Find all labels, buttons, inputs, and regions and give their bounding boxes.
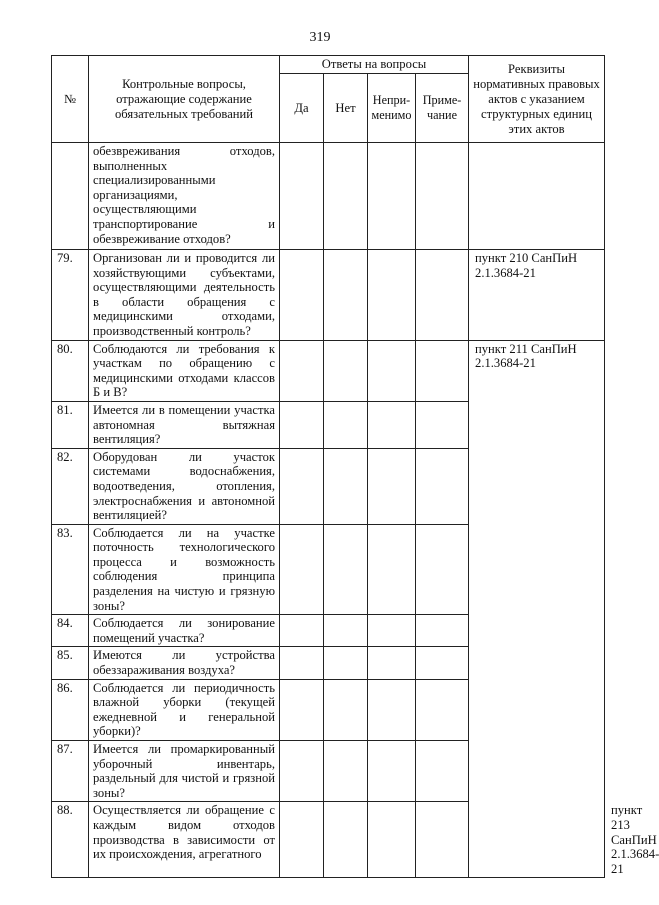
table-row <box>52 340 605 401</box>
answer-yes-cell[interactable] <box>280 741 324 802</box>
header-note: Приме- чание <box>416 74 469 143</box>
answer-not-applicable-cell[interactable] <box>368 524 416 615</box>
answer-not-applicable-cell[interactable] <box>368 679 416 740</box>
answer-not-applicable-cell[interactable] <box>368 143 416 250</box>
row-number <box>52 143 89 250</box>
header-no: Нет <box>324 74 368 143</box>
row-question: Организован ли и проводится ли хозяйствующими субъектами, осуществляющими деятельность в области обращения с медицинскими отходами, производственный контроль? <box>89 250 280 341</box>
answer-yes-cell[interactable] <box>280 448 324 524</box>
answer-no-cell[interactable] <box>324 802 368 878</box>
answer-note-cell[interactable] <box>416 647 469 679</box>
answer-note-cell[interactable] <box>416 340 469 401</box>
answer-not-applicable-cell[interactable] <box>368 401 416 448</box>
answer-not-applicable-cell[interactable] <box>368 448 416 524</box>
header-yes: Да <box>280 74 324 143</box>
row-question: Соблюдается ли зонирование помещений участка? <box>89 615 280 647</box>
answer-no-cell[interactable] <box>324 401 368 448</box>
answer-note-cell[interactable] <box>416 679 469 740</box>
answer-note-cell[interactable] <box>416 401 469 448</box>
answer-yes-cell[interactable] <box>280 250 324 341</box>
answer-yes-cell[interactable] <box>280 401 324 448</box>
answer-not-applicable-cell[interactable] <box>368 250 416 341</box>
answer-yes-cell[interactable] <box>280 340 324 401</box>
answer-yes-cell[interactable] <box>280 615 324 647</box>
table-row: 88. Осуществляется ли обращение с каждым видом отходов производства в зависимости от их происхождения, агрегатного пункт 213 СанПиН 2.1.3684-21 <box>52 802 605 878</box>
answer-no-cell[interactable] <box>324 250 368 341</box>
answer-no-cell[interactable] <box>324 647 368 679</box>
answer-not-applicable-cell[interactable] <box>368 615 416 647</box>
row-number: 80. <box>52 340 89 401</box>
answer-not-applicable-cell[interactable] <box>368 802 416 878</box>
answer-note-cell[interactable] <box>416 448 469 524</box>
page-number: 319 <box>309 30 331 45</box>
answer-note-cell[interactable] <box>416 802 469 878</box>
answer-no-cell[interactable] <box>324 679 368 740</box>
answer-yes-cell[interactable] <box>280 524 324 615</box>
answer-no-cell[interactable] <box>324 741 368 802</box>
row-question: Имеются ли устройства обеззараживания воздуха? <box>89 647 280 679</box>
answer-not-applicable-cell[interactable] <box>368 741 416 802</box>
answer-yes-cell[interactable] <box>280 647 324 679</box>
answer-note-cell[interactable] <box>416 524 469 615</box>
row-number: 84. <box>52 615 89 647</box>
row-question: Имеется ли в помещении участка автономная вытяжная вентиляция? <box>89 401 280 448</box>
header-answers-group: Ответы на вопросы <box>280 56 469 74</box>
row-number: 79. <box>52 250 89 341</box>
answer-note-cell[interactable] <box>416 615 469 647</box>
row-question: Соблюдается ли периодичность влажной уборки (текущей ежедневной и генеральной уборки)? <box>89 679 280 740</box>
row-question: Имеется ли промаркированный уборочный инвентарь, раздельный для чистой и грязной зоны? <box>89 741 280 802</box>
row-question: Осуществляется ли обращение с каждым видом отходов производства в зависимости от их происхождения, агрегатного <box>89 802 280 878</box>
row-question: обезвреживания отходов, выполненных специализированными организациями, осуществляющими транспортирование и обезвреживание отходов? <box>89 143 280 250</box>
header-not-applicable: Непри- менимо <box>368 74 416 143</box>
row-question: Соблюдаются ли требования к участкам по обращению с медицинскими отходами классов Б и В? <box>89 340 280 401</box>
answer-no-cell[interactable] <box>324 615 368 647</box>
answer-not-applicable-cell[interactable] <box>368 340 416 401</box>
answer-no-cell[interactable] <box>324 143 368 250</box>
row-question: Оборудован ли участок системами водоснабжения, водоотведения, отопления, электроснабжения и автономной вентиляцией? <box>89 448 280 524</box>
row-question: Соблюдается ли на участке поточность технологического процесса и возможность соблюдения принципа разделения на чистую и грязную зоны? <box>89 524 280 615</box>
answer-no-cell[interactable] <box>324 340 368 401</box>
answer-note-cell[interactable] <box>416 143 469 250</box>
answer-note-cell[interactable] <box>416 250 469 341</box>
row-number: 86. <box>52 679 89 740</box>
table-row <box>52 143 605 250</box>
table-row <box>52 250 605 341</box>
answer-not-applicable-cell[interactable] <box>368 647 416 679</box>
answer-yes-cell[interactable] <box>280 802 324 878</box>
requirements-table <box>51 55 659 878</box>
answer-yes-cell[interactable] <box>280 679 324 740</box>
row-requisites <box>469 143 605 250</box>
row-requisites: пункт 210 СанПиН 2.1.3684-21 <box>469 250 605 341</box>
header-num: № <box>52 56 89 143</box>
row-number: 81. <box>52 401 89 448</box>
row-number: 87. <box>52 741 89 802</box>
header-requisites: Реквизиты нормативных правовых актов с указанием структурных единиц этих актов <box>469 56 605 143</box>
header-questions: Контрольные вопросы, отражающие содержание обязательных требований <box>89 56 280 143</box>
row-number: 83. <box>52 524 89 615</box>
row-number: 88. <box>52 802 89 878</box>
answer-no-cell[interactable] <box>324 524 368 615</box>
row-number: 85. <box>52 647 89 679</box>
answer-no-cell[interactable] <box>324 448 368 524</box>
row-requisites: пункт 211 СанПиН 2.1.3684-21 <box>469 340 605 878</box>
answer-note-cell[interactable] <box>416 741 469 802</box>
row-number: 82. <box>52 448 89 524</box>
answer-yes-cell[interactable] <box>280 143 324 250</box>
